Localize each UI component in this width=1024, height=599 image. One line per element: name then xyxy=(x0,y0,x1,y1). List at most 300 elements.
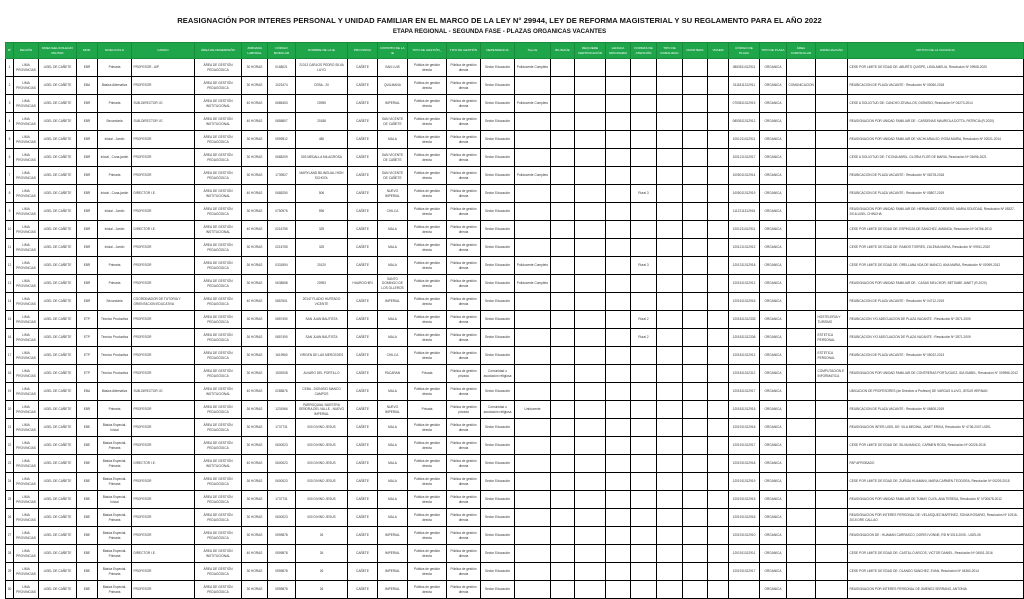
table-cell: 30 HORAS xyxy=(242,419,268,437)
table-cell xyxy=(631,221,657,239)
table-cell: 30 HORAS xyxy=(242,401,268,419)
table-row xyxy=(6,563,1024,581)
table-cell xyxy=(515,347,551,365)
table-row xyxy=(6,473,1024,491)
table-cell: Pública de gestión directa xyxy=(447,95,481,113)
table-cell: ÁREA DE GESTIÓN PEDAGÓGICA xyxy=(195,293,242,311)
table-cell: 1 xyxy=(6,59,14,77)
table-cell: LIMA PROVINCIAS xyxy=(14,437,39,455)
table-cell: ÁREA DE GESTIÓN PEDAGÓGICA xyxy=(195,311,242,329)
table-cell xyxy=(606,185,631,203)
table-cell xyxy=(606,365,631,383)
table-cell xyxy=(708,293,729,311)
table-cell xyxy=(631,77,657,95)
table-cell: 16 xyxy=(6,329,14,347)
table-cell: ÁREA DE GESTIÓN INSTITUCIONAL xyxy=(195,95,242,113)
table-cell: 1112211312915 xyxy=(729,203,760,221)
table-cell: 1201911312911 xyxy=(729,545,760,563)
table-cell: 503 MEDALLA MILAGROSA xyxy=(296,149,348,167)
table-cell xyxy=(606,149,631,167)
table-cell: CESE POR LIMITE DE EDAD DE: ABURTO QUISPE, LIDIA AMELIA, Resolución Nº 09908-2020 xyxy=(848,59,1024,77)
table-cell: ÁREA DE GESTIÓN PEDAGÓGICA xyxy=(195,257,242,275)
table-cell: DIRECTOR I.E. xyxy=(132,455,195,473)
column-header: NOMBRE DE LA IE xyxy=(296,43,348,59)
table-cell xyxy=(631,113,657,131)
table-cell: 1619960 xyxy=(268,347,296,365)
table-cell: 1201911312918 xyxy=(729,455,760,473)
table-cell: EBR xyxy=(77,293,98,311)
table-cell: LIMA PROVINCIAS xyxy=(14,185,39,203)
table-cell xyxy=(575,329,606,347)
table-cell xyxy=(515,491,551,509)
table-cell: EBE xyxy=(77,545,98,563)
table-cell xyxy=(787,257,816,275)
table-cell xyxy=(816,491,848,509)
table-cell: 1201811312915 xyxy=(729,401,760,419)
table-row xyxy=(6,131,1024,149)
table-cell: CAÑETE xyxy=(348,437,378,455)
table-cell: CESE A SOLICITUD DE: TICONA ABRIL, GLORIA FLOR DE MARIA, Resolución Nº 03696-2021 xyxy=(848,149,1024,167)
table-cell: REUBICACION DE PLAZA VACANTE : Resolución Nº 00060-2018 xyxy=(848,77,1024,95)
table-cell xyxy=(657,473,683,491)
table-cell: Básica Especial-Primaria xyxy=(98,455,132,473)
table-cell xyxy=(551,419,575,437)
table-cell: CESE POR LIMITE DE EDAD DE: CASTILLO ARCOS, VICTOR DANIEL, Resolución Nº 04501-2016 xyxy=(848,545,1024,563)
table-cell xyxy=(787,167,816,185)
table-cell xyxy=(683,545,708,563)
table-cell: CEBA - 20 xyxy=(296,77,348,95)
table-cell: LIMA PROVINCIAS xyxy=(14,455,39,473)
table-cell: 0857601 xyxy=(268,293,296,311)
table-cell: Pública de gestión directa xyxy=(408,293,447,311)
table-cell: 21013 CARLOS PEDRO SILVA LUYO xyxy=(296,59,348,77)
column-header: LENGUA ORIGINARIA xyxy=(606,43,631,59)
table-cell: 26 xyxy=(296,563,348,581)
table-cell xyxy=(683,455,708,473)
document-title: REASIGNACIÓN POR INTERES PERSONAL Y UNIDAD FAMILIAR EN EL MARCO DE LA LEY N° 29944, LEY DE REFORMA MAGISTERIAL Y SU REGLAMENTO PARA EL AÑO 2022 xyxy=(177,16,822,25)
table-row xyxy=(6,437,1024,455)
table-cell: 30 HORAS xyxy=(242,347,268,365)
table-cell: UGEL DE CAÑETE xyxy=(39,221,77,239)
table-cell xyxy=(551,239,575,257)
table-cell: Sector Educación xyxy=(481,473,515,491)
table-cell xyxy=(708,419,729,437)
table-cell xyxy=(787,365,816,383)
table-cell: 30 HORAS xyxy=(242,131,268,149)
table-cell xyxy=(657,59,683,77)
table-cell: Básica Especial-Primaria xyxy=(98,563,132,581)
table-cell: LIMA PROVINCIAS xyxy=(14,59,39,77)
table-cell xyxy=(708,275,729,293)
table-cell: MALA xyxy=(378,509,408,527)
table-cell: 0168021 xyxy=(268,59,296,77)
table-cell: REUBICACION Y/O ADECUACION DE PLAZA VACANTE : Resolución Nº 2871-2009 xyxy=(848,311,1024,329)
table-cell xyxy=(515,509,551,527)
table-cell: CHILCA xyxy=(378,203,408,221)
table-cell: UGEL DE CAÑETE xyxy=(39,275,77,293)
table-cell: 14 xyxy=(6,293,14,311)
table-cell xyxy=(816,527,848,545)
table-cell xyxy=(515,203,551,221)
table-cell: ETP xyxy=(77,311,98,329)
table-cell xyxy=(575,347,606,365)
table-cell xyxy=(551,113,575,131)
table-cell xyxy=(575,275,606,293)
table-cell: ÁREA DE GESTIÓN PEDAGÓGICA xyxy=(195,149,242,167)
table-cell: Pública de gestión directa xyxy=(447,509,481,527)
table-cell: Sector Educación xyxy=(481,383,515,401)
table-cell: UGEL DE CAÑETE xyxy=(39,365,77,383)
table-cell: Inicial - Cuna-jardín xyxy=(98,185,132,203)
table-cell xyxy=(575,581,606,599)
table-cell: Primaria xyxy=(98,401,132,419)
table-cell: Pública de gestión directa xyxy=(408,419,447,437)
table-cell: UGEL DE CAÑETE xyxy=(39,473,77,491)
table-cell: 30 HORAS xyxy=(242,581,268,599)
table-cell: Pública de gestión directa xyxy=(447,347,481,365)
table-cell xyxy=(787,347,816,365)
table-cell xyxy=(515,527,551,545)
table-cell: Pública de gestión directa xyxy=(408,311,447,329)
table-cell: PROFESOR xyxy=(132,149,195,167)
table-cell: Polidocente Completo xyxy=(515,167,551,185)
table-cell: EBE xyxy=(77,527,98,545)
table-cell xyxy=(787,185,816,203)
table-cell xyxy=(708,437,729,455)
table-cell: 26 xyxy=(6,509,14,527)
table-cell xyxy=(816,59,848,77)
table-cell xyxy=(708,311,729,329)
table-cell: EBE xyxy=(77,491,98,509)
table-cell: 30 HORAS xyxy=(242,527,268,545)
table-cell xyxy=(631,419,657,437)
table-cell: Sector Educación xyxy=(481,77,515,95)
table-cell: LIMA PROVINCIAS xyxy=(14,167,39,185)
table-cell: 40 HORAS xyxy=(242,293,268,311)
table-cell xyxy=(515,419,551,437)
table-cell: Básica Especial-Primaria xyxy=(98,509,132,527)
table-cell: ESTETICA PERSONAL xyxy=(816,329,848,347)
table-cell: Pública de gestión directa xyxy=(447,167,481,185)
table-cell: 20955 xyxy=(296,95,348,113)
table-cell: LIMA PROVINCIAS xyxy=(14,419,39,437)
table-cell: 26 xyxy=(296,581,348,599)
table-cell xyxy=(631,509,657,527)
column-header: FORMAS DE ATENCIÓN xyxy=(631,43,657,59)
table-cell xyxy=(657,545,683,563)
table-cell xyxy=(575,545,606,563)
table-cell xyxy=(708,527,729,545)
table-cell xyxy=(551,131,575,149)
table-cell xyxy=(631,473,657,491)
table-cell: PROFESOR xyxy=(132,203,195,221)
table-cell xyxy=(515,221,551,239)
table-cell xyxy=(515,437,551,455)
table-cell: Comunidad o asociación religiosa xyxy=(481,401,515,419)
table-cell: LIMA PROVINCIAS xyxy=(14,527,39,545)
table-cell: CAÑETE xyxy=(348,563,378,581)
table-cell: UGEL DE CAÑETE xyxy=(39,149,77,167)
table-cell: 40 HORAS xyxy=(242,545,268,563)
table-cell: IMPERIAL xyxy=(378,95,408,113)
table-cell xyxy=(657,185,683,203)
table-cell: DIRECTOR I.E. xyxy=(132,185,195,203)
table-cell: ÁREA DE GESTIÓN INSTITUCIONAL xyxy=(195,221,242,239)
table-cell: ORGANICA xyxy=(760,509,787,527)
table-cell xyxy=(657,221,683,239)
table-cell: Pública de gestión directa xyxy=(408,491,447,509)
column-header: CARGO xyxy=(132,43,195,59)
table-cell: PROFESOR xyxy=(132,563,195,581)
table-cell xyxy=(683,401,708,419)
table-cell xyxy=(787,239,816,257)
table-cell xyxy=(787,419,816,437)
table-cell xyxy=(657,491,683,509)
table-cell: ÁREA DE GESTIÓN PEDAGÓGICA xyxy=(195,329,242,347)
table-cell: 1201511312912 xyxy=(729,275,760,293)
table-cell: CAÑETE xyxy=(348,221,378,239)
table-cell: 1201911312915 xyxy=(729,491,760,509)
table-cell xyxy=(515,239,551,257)
table-cell: CESE POR LIMITE DE EDAD DE: ESPINOZA DE SANCHEZ, AMANDA, Resolución Nº 04766-2013 xyxy=(848,221,1024,239)
table-cell: SUB-DIRECTOR I.E. xyxy=(132,95,195,113)
table-cell xyxy=(606,221,631,239)
table-cell xyxy=(657,293,683,311)
table-cell: REUBICACION DE PLAZA VACANTE : Resolución Nº 05022-2013 xyxy=(848,347,1024,365)
table-cell: Pública de gestión directa xyxy=(447,383,481,401)
table-row xyxy=(6,293,1024,311)
table-cell: 1201911312917 xyxy=(729,563,760,581)
table-cell: EBR xyxy=(77,131,98,149)
table-cell xyxy=(683,509,708,527)
table-cell: Sector Educación xyxy=(481,149,515,167)
table-cell xyxy=(575,491,606,509)
table-cell xyxy=(816,581,848,599)
table-row xyxy=(6,401,1024,419)
table-cell: CAÑETE xyxy=(348,113,378,131)
table-cell: 1001211312917 xyxy=(729,149,760,167)
table-cell: EBE xyxy=(77,581,98,599)
table-cell: EBE xyxy=(77,455,98,473)
table-cell: 0600023 xyxy=(268,437,296,455)
table-cell xyxy=(606,257,631,275)
table-cell: 40 HORAS xyxy=(242,455,268,473)
table-cell: REUBICACION Y/O ADECUACION DE PLAZA VACANTE : Resolución Nº 2871-2009 xyxy=(848,329,1024,347)
table-cell xyxy=(683,491,708,509)
table-row xyxy=(6,419,1024,437)
table-cell xyxy=(631,581,657,599)
table-cell xyxy=(606,59,631,77)
table-cell xyxy=(787,149,816,167)
table-cell: ÁREA DE GESTIÓN PEDAGÓGICA xyxy=(195,527,242,545)
table-cell: UGEL DE CAÑETE xyxy=(39,113,77,131)
table-cell: 2 xyxy=(6,77,14,95)
table-cell: UBICACION DE PROFESORES (de Directivo a Profesor) DE VARGAS ILLIVO, JESUS HERNAN xyxy=(848,383,1024,401)
table-cell: ORGANICA xyxy=(760,311,787,329)
table-cell: MALA xyxy=(378,491,408,509)
table-cell: 30 HORAS xyxy=(242,59,268,77)
table-cell xyxy=(631,365,657,383)
table-cell xyxy=(515,365,551,383)
table-cell: Polidocente Completo xyxy=(515,257,551,275)
table-cell xyxy=(551,563,575,581)
table-cell xyxy=(606,563,631,581)
document-subtitle: ETAPA REGIONAL - SEGUNDA FASE - PLAZAS ORGANICAS VACANTES xyxy=(392,28,607,35)
table-cell: Sector Educación xyxy=(481,113,515,131)
table-cell: 1201811312917 xyxy=(729,383,760,401)
table-cell: ORGANICA xyxy=(760,293,787,311)
table-cell xyxy=(606,509,631,527)
table-cell xyxy=(515,563,551,581)
table-cell: CAÑETE xyxy=(348,311,378,329)
table-cell: Básica Especial-Primaria xyxy=(98,473,132,491)
table-cell: 0858807 xyxy=(268,113,296,131)
table-cell: PROFESOR xyxy=(132,275,195,293)
table-cell: CAÑETE xyxy=(348,239,378,257)
table-cell: 19 xyxy=(6,383,14,401)
table-cell xyxy=(606,167,631,185)
table-cell: LIMA PROVINCIAS xyxy=(14,509,39,527)
table-cell: PROFESOR - AIP xyxy=(132,59,195,77)
table-cell: ORGANICA xyxy=(760,455,787,473)
table-cell: ÁREA DE GESTIÓN PEDAGÓGICA xyxy=(195,473,242,491)
table-cell: 9 xyxy=(6,203,14,221)
table-cell xyxy=(708,257,729,275)
table-cell: MALA xyxy=(378,419,408,437)
table-cell: UGEL DE CAÑETE xyxy=(39,131,77,149)
table-cell xyxy=(551,473,575,491)
table-row xyxy=(6,185,1024,203)
table-cell xyxy=(787,473,816,491)
table-cell: LIMA PROVINCIAS xyxy=(14,311,39,329)
table-cell: Pública de gestión directa xyxy=(408,77,447,95)
table-cell xyxy=(657,131,683,149)
table-cell xyxy=(631,545,657,563)
table-cell xyxy=(816,473,848,491)
table-cell: EBR xyxy=(77,185,98,203)
table-cell xyxy=(631,383,657,401)
table-cell: Pública de gestión directa xyxy=(447,581,481,599)
table-cell: 40 HORAS xyxy=(242,113,268,131)
table-cell xyxy=(816,455,848,473)
table-cell: EBR xyxy=(77,203,98,221)
table-cell xyxy=(787,455,816,473)
table-cell: Polidocente Completo xyxy=(515,275,551,293)
table-cell: ÁREA DE GESTIÓN INSTITUCIONAL xyxy=(195,383,242,401)
table-cell: PROFESOR xyxy=(132,77,195,95)
table-cell xyxy=(683,437,708,455)
table-cell: ORGANICA xyxy=(760,185,787,203)
table-cell: EBE xyxy=(77,473,98,491)
table-cell xyxy=(708,365,729,383)
table-cell: CAÑETE xyxy=(348,293,378,311)
table-cell: Polidocente Completo xyxy=(515,59,551,77)
table-cell xyxy=(683,167,708,185)
table-cell: SANTO DOMINGO DE LOS OLLEROS xyxy=(378,275,408,293)
table-cell: ORGANICA xyxy=(760,257,787,275)
table-cell: Pública de gestión directa xyxy=(408,257,447,275)
table-cell: 0600023 xyxy=(268,509,296,527)
table-cell: 0857490 xyxy=(268,329,296,347)
table-cell xyxy=(708,329,729,347)
table-cell: Inicial - Jardín xyxy=(98,131,132,149)
table-cell: ORGANICA xyxy=(760,473,787,491)
table-cell: ORGANICA xyxy=(760,401,787,419)
table-cell: UGEL DE CAÑETE xyxy=(39,293,77,311)
table-cell: 20120 xyxy=(296,257,348,275)
table-cell: UGEL DE CAÑETE xyxy=(39,95,77,113)
column-header: JORNADA LABORAL xyxy=(242,43,268,59)
table-cell: ÁREA DE GESTIÓN INSTITUCIONAL xyxy=(195,113,242,131)
table-cell xyxy=(631,437,657,455)
table-cell: Pública de gestión directa xyxy=(408,527,447,545)
table-cell: PROFESOR xyxy=(132,527,195,545)
table-cell: Sector Educación xyxy=(481,203,515,221)
table-cell: Rural 3 xyxy=(631,185,657,203)
table-cell: PROFESOR xyxy=(132,167,195,185)
table-cell: CAÑETE xyxy=(348,149,378,167)
table-cell: 0216755 xyxy=(268,239,296,257)
table-cell xyxy=(683,275,708,293)
table-cell: LIMA PROVINCIAS xyxy=(14,329,39,347)
table-cell: 1739527 xyxy=(268,167,296,185)
table-cell xyxy=(606,491,631,509)
column-header: BILINGÜE xyxy=(551,43,575,59)
column-header: DEPENDENCIA xyxy=(481,43,515,59)
table-cell: UGEL DE CAÑETE xyxy=(39,347,77,365)
column-header: MOTIVO DE LA VACANCIA xyxy=(848,43,1024,59)
table-cell: 1201811312912 xyxy=(729,347,760,365)
table-cell: SAN VICENTE DE CAÑETE xyxy=(378,167,408,185)
table-cell: Pública de gestión directa xyxy=(408,203,447,221)
table-cell xyxy=(787,113,816,131)
table-cell: Privada xyxy=(408,401,447,419)
table-cell: Primaria xyxy=(98,59,132,77)
table-cell: ORGANICA xyxy=(760,167,787,185)
table-cell xyxy=(729,581,760,599)
table-row xyxy=(6,77,1024,95)
table-cell xyxy=(708,347,729,365)
table-cell: SAN JUAN BAUTISTA xyxy=(296,329,348,347)
table-cell xyxy=(657,311,683,329)
table-cell xyxy=(575,311,606,329)
table-cell: ORGANICA xyxy=(760,347,787,365)
table-cell: UGEL DE CAÑETE xyxy=(39,437,77,455)
table-cell: EBR xyxy=(77,95,98,113)
table-cell: Pública de gestión directa xyxy=(408,581,447,599)
table-cell: LIMA PROVINCIAS xyxy=(14,383,39,401)
table-cell: PROFESOR xyxy=(132,239,195,257)
table-cell: Rural 2 xyxy=(631,329,657,347)
table-cell: REASIGNACION POR INTERES PERSONAL DE JIMENEZ SERRANO, ANTONIA xyxy=(848,581,1024,599)
table-row xyxy=(6,275,1024,293)
table-header-row xyxy=(6,43,1024,59)
table-cell xyxy=(657,509,683,527)
table-cell: CESE POR LIMITE DE EDAD DE: OLANDO SANCHEZ, EVAN, Resolución Nº 04360-2014 xyxy=(848,563,1024,581)
table-cell xyxy=(708,77,729,95)
table-cell xyxy=(816,275,848,293)
table-cell: SUB-DIRECTOR I.E. xyxy=(132,113,195,131)
table-cell xyxy=(575,59,606,77)
table-cell xyxy=(606,311,631,329)
table-cell: Pública de gestión directa xyxy=(408,167,447,185)
table-cell: 1201311312918 xyxy=(729,257,760,275)
table-cell: 1201211312912 xyxy=(729,239,760,257)
table-cell: Sector Educación xyxy=(481,509,515,527)
table-cell: UGEL DE CAÑETE xyxy=(39,203,77,221)
table-cell xyxy=(606,437,631,455)
table-cell xyxy=(787,221,816,239)
